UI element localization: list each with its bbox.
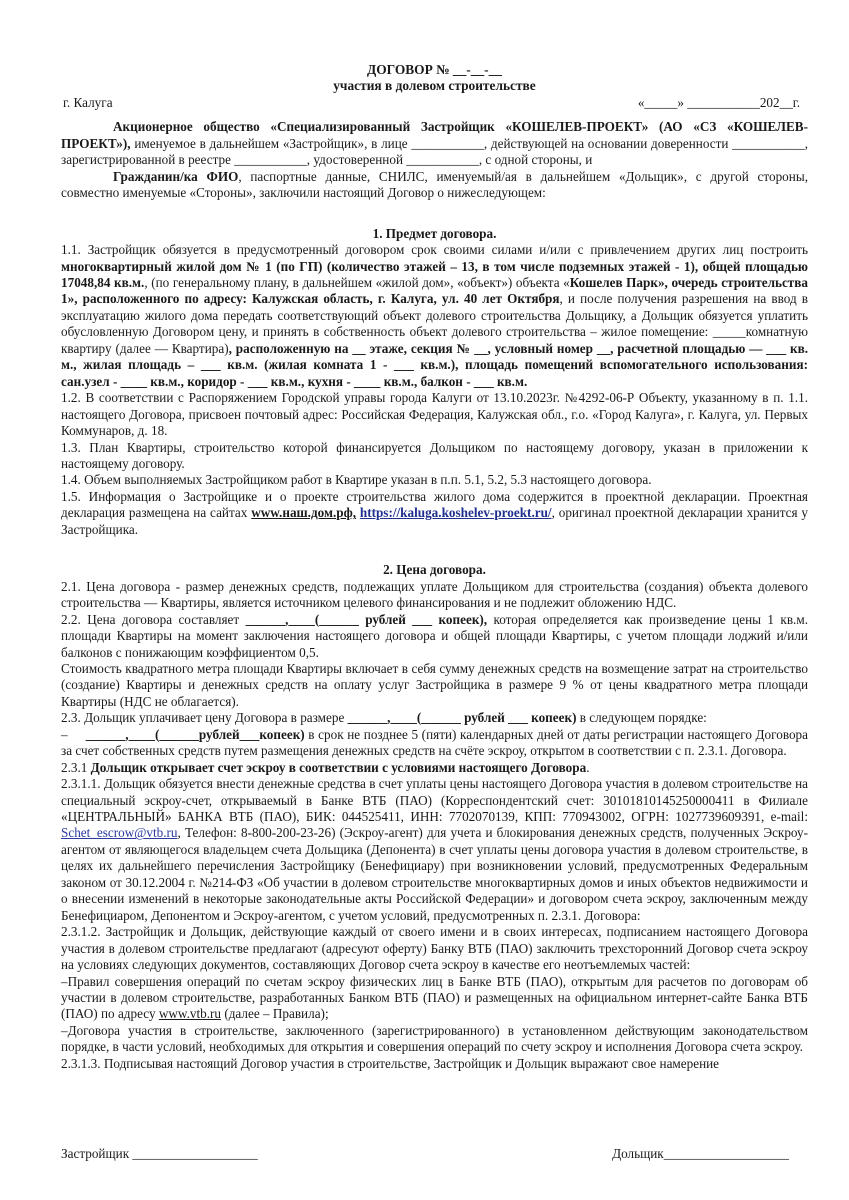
clause-2-3-text-1: 2.3. Дольщик уплачивает цену Договора в размере (61, 710, 348, 726)
clause-2-2-text-2: которая определяется как произведение цены 1 кв.м. площади Квартиры на момент заключения настоящего договора и общей площади Квартиры, с учетом площади лоджий и/или балконов с понижающим коэффициентом 0,5. (61, 611, 808, 660)
place-date-row (61, 95, 808, 111)
developer-name: Акционерное общество «Специализированный Застройщик «КОШЕЛЕВ-ПРОЕКТ» (АО «СЗ «КОШЕЛЕВ-ПРОЕКТ»), (61, 119, 808, 151)
preamble-shareholder-text: , паспортные данные, СНИЛС, именуемый/ая в дальнейшем «Дольщик», с другой стороны, совместно именуемые «Стороны», заключили настоящий Договор о нижеследующем: (61, 168, 808, 201)
clause-1-1-text-2: , (по генеральному плану, в дальнейшем «жилой дом», «объект») объекта « (144, 274, 570, 290)
clause-1-2: 1.2. В соответствии с Распоряжением Городской управы города Калуги от 13.10.2023г. №4292-06-Р Объекту, указанному в п. 1.1. настоящего Договора, присвоен почтовый адрес: Российская Федерация, Калужская обл., г.о. «Город Калуга», г. Калуга, ул. Первых Коммунаров, д. 18. (61, 390, 808, 439)
clause-1-1-address: Кошелев Парк», очередь строительства 1», расположенного по адресу: Калужская область, г. Калуга, ул. 40 лет Октября (61, 274, 808, 307)
clause-2-3-1-dot: . (586, 759, 590, 775)
koshelev-proekt-link[interactable]: https://kaluga.koshelev-proekt.ru/ (359, 505, 552, 521)
payment-amount-blank: ______,____(______рублей___копеек) (85, 726, 305, 742)
preamble-shareholder (61, 169, 808, 202)
clause-2-3-1-title: Дольщик открывает счет эскроу в соответствии с условиями настоящего Договора (90, 759, 587, 775)
clause-1-1-text-1: 1.1. Застройщик обязуется в предусмотренный договором срок своими силами и/или с привлечением других лиц построить (61, 242, 808, 258)
section-1-heading: 1. Предмет договора. (372, 225, 497, 241)
vtb-link[interactable]: www.vtb.ru (158, 1006, 222, 1022)
clause-2-1: 2.1. Цена договора - размер денежных средств, подлежащих уплате Дольщиком для строительства (создания) объекта долевого строительства — Квартиры, является источником целевого финансирования и не подлежит обложению НДС. (61, 578, 808, 611)
clause-1-1-building: многоквартирный жилой дом № 1 (по ГП) (количество этажей – 13, в том числе подземных этажей - 1), общей площадью 17048,84 кв.м. (61, 258, 808, 290)
clause-1-1-text-3: , и после получения разрешения на ввод в эксплуатацию жилого дома передать соответствующий объект долевого строительства Дольщику, а Дольщик обязуется уплатить обусловленную Договором цену, и принять в собственность объект долевого строительства – жилое помещение: _____комнатную квартиру (далее — Квартира) (61, 291, 809, 356)
section-2-heading: 2. Цена договора. (383, 562, 486, 578)
clause-1-1-apartment: , расположенную на __ этаже, секция № __, условный номер __, расчетной площадью — ___ кв. м., жилая площадь – ___ кв.м. (жилая комната 1 - ___ кв.м.), площадь помещений вспомогательного использования: сан.узел - ____ кв.м., коридор - ___ кв.м., кухня - ____ кв.м., балкон - ___ кв.м. (61, 340, 808, 389)
clause-2-2-text-1: 2.2. Цена договора составляет (61, 611, 246, 627)
bullet-contract: –Договора участия в строительстве, заключенного (зарегистрированного) в установленном действующим законодательством порядке, в части условий, необходимых для открытия и совершения операций по счету эскроу и исполнения Договора счета эскроу. (61, 1022, 808, 1055)
developer-signature: Застройщик ___________________ (61, 1146, 258, 1161)
clause-2-2-sqm-cost: Стоимость квадратного метра площади Квартиры включает в себя сумму денежных средств на возмещение затрат на строительство (создание) Квартиры и денежных средств на оплату услуг Застройщика в размере 9 % от цены квадратного метра площади Квартиры (НДС не облагается). (61, 660, 808, 709)
bullet-rules-text-1: –Правил совершения операций по счетам эскроу физических лиц в Банке ВТБ (ПАО), открытым для расчетов по договорам об участии в долевом строительстве, разработанных Банком ВТБ (ПАО) и размещенных на официальном интернет-сайте Банка ВТБ (ПАО) по адресу (61, 973, 808, 1022)
clause-2-3-1-3: 2.3.1.3. Подписывая настоящий Договор участия в строительстве, Застройщик и Дольщик выражают свое намерение (61, 1055, 720, 1071)
clause-2-3-1-1 (61, 776, 808, 924)
clause-2-3-1-1-text-2: , Телефон: 8-800-200-23-26) (Эскроу-агент) для учета и блокирования денежных средств, полученных Эскроу-агентом от являющегося владельцем счета Дольщика (Депонента) в счет уплаты цены договора участия в долевом строительстве, в целях их дальнейшего перечисления Застройщику (Бенефициару) при возникновении условий, предусмотренных Федеральным законом от 30.12.2004 г. №214-ФЗ «Об участии в долевом строительстве многоквартирных домов и иных объектов недвижимости и о внесении изменений в некоторые законодательные акты Российской Федерации» и договором счета эскроу, заключенным между Бенефициаром, Депонентом и Эскроу-агентом, с учетом условий, предусмотренных п. 2.3.1. Договора: (61, 825, 808, 923)
clause-1-1 (61, 242, 808, 390)
signature-row (61, 1146, 789, 1162)
shareholder-signature: Дольщик___________________ (612, 1146, 789, 1161)
shareholder-name: Гражданин/ка ФИО (113, 168, 239, 184)
payment-item-text: в срок не позднее 5 (пяти) календарных дней от даты регистрации настоящего Договора за счет собственных средств путем размещения денежных средств на счёте эскроу, открытом в соответствии с п. 2.3.1. Договора. (61, 726, 808, 759)
clause-1-4: 1.4. Объем выполняемых Застройщиком работ в Квартире указан в п.п. 5.1, 5.2, 5.3 настоящего договора. (61, 472, 652, 488)
clause-2-3-price-blank: ______,____(______ рублей ___ копеек) (347, 710, 577, 726)
clause-2-3-1-number: 2.3.1 (61, 759, 91, 775)
clause-2-2 (61, 612, 808, 661)
clause-1-3: 1.3. План Квартиры, строительство которой финансируется Дольщиком по настоящему договору, указан в приложении к настоящему договору. (61, 439, 808, 471)
clause-2-3-1 (61, 760, 808, 776)
preamble-developer (61, 119, 808, 168)
clause-2-2-price-blank: ______,____(______ рублей ___ копеек), (245, 611, 488, 627)
clause-2-3-1-1-text-1: 2.3.1.1. Дольщик обязуется внести денежные средства в счет уплаты цены настоящего Договора участия в долевом строительстве на специальный эскроу-счет, открываемый в Банке ВТБ (ПАО) (Корреспондентский счет: 30101810145250000411 в Филиале «ЦЕНТРАЛЬНЫЙ» БАНКА ВТБ (ПАО), БИК: 044525411, ИНН: 7702070139, КПП: 770943002, ОГРН: 1027739609391, e-mail: (61, 776, 808, 825)
bullet-rules (61, 974, 808, 1023)
city: г. Калуга (63, 94, 113, 110)
clause-1-5-text-2: , оригинал проектной декларации хранится у Застройщика. (61, 505, 808, 537)
clause-2-3-payment-item (61, 727, 808, 760)
preamble-developer-text: именуемое в дальнейшем «Застройщик», в лице ___________, действующей на основании доверенности ___________, зарегистрированной в реестре ___________, удостоверенной ___________, с одной стороны, и (61, 135, 808, 168)
clause-2-3-text-2: в следующем порядке: (576, 710, 707, 726)
clause-1-5 (61, 489, 808, 538)
clause-2-3-1-2: 2.3.1.2. Застройщик и Дольщик, действующие каждый от своего имени и в своих интересах, подписанием настоящего Договора участия в долевом строительстве предлагают (адресуют оферту) Банку ВТБ (ПАО) заключить трехсторонний Договор счета эскроу на условиях следующих документов, составляющих Договор счета эскроу в качестве его неотъемлемых частей: (61, 924, 808, 973)
escrow-email-link[interactable]: Schet_escrow@vtb.ru (61, 825, 178, 841)
contract-title: ДОГОВОР № __-__-__ (367, 62, 502, 77)
clause-1-5-text-1: 1.5. Информация о Застройщике и о проекте строительства жилого дома содержится в проектной декларации. Проектная декларация размещена на сайтах (61, 488, 808, 521)
bullet-rules-text-2: (далее – Правила); (221, 1006, 329, 1022)
nash-dom-link[interactable]: www.наш.дом.рф, (251, 505, 357, 521)
date-blank: «_____» ___________202__г. (637, 94, 800, 110)
contract-subtitle: участия в долевом строительстве (333, 78, 536, 94)
dash-bullet: – (61, 726, 68, 742)
clause-2-3 (61, 710, 808, 726)
